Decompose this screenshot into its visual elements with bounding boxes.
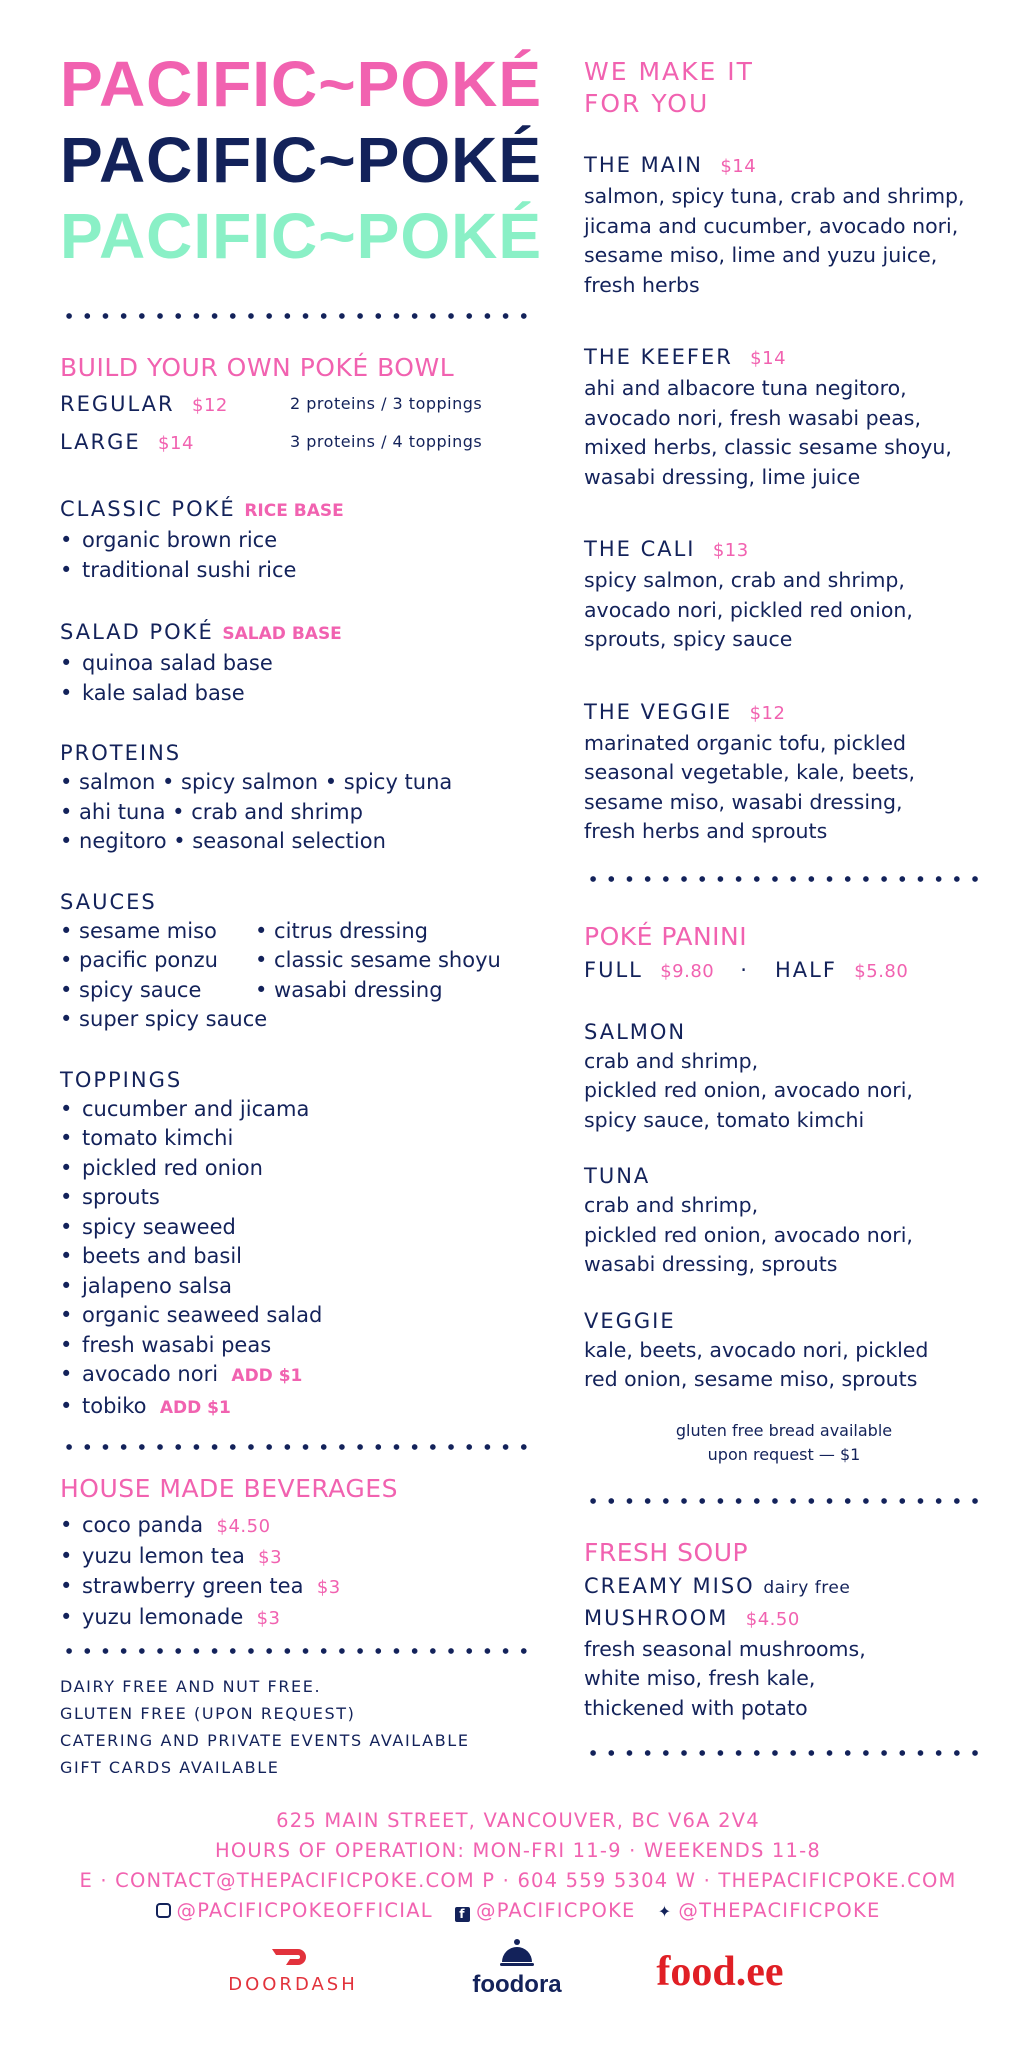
doordash-icon <box>268 1946 318 1968</box>
list-item: • pacific ponzu <box>60 948 218 972</box>
list-item: • spicy sauce <box>60 977 202 1002</box>
proteins-title: PROTEINS <box>60 741 182 765</box>
list-item: • classic sesame shoyu <box>255 948 501 972</box>
gluten-free-note: gluten free bread available upon request — $1 <box>675 1420 893 1464</box>
list-item: • sprouts <box>60 1185 160 1209</box>
salad-title: SALAD POKÉ <box>60 620 214 644</box>
footer <box>0 1806 1036 1927</box>
doordash-logo[interactable]: DOORDASH <box>218 1946 368 1995</box>
proteins-section <box>60 738 530 857</box>
list-item: • negitoro • seasonal selection <box>60 829 386 853</box>
regular-label: REGULAR <box>60 392 175 416</box>
panini-title: POKÉ PANINI <box>584 921 748 951</box>
logo-pink: PACIFIC~POKÉ <box>60 48 542 120</box>
panini-salmon: SALMON crab and shrimp, pickled red onion, avocado nori, spicy sauce, tomato kimchi <box>584 1019 913 1132</box>
instagram-icon <box>156 1903 171 1918</box>
list-item: • yuzu lemonade $3 <box>60 1604 281 1629</box>
logo-block <box>60 46 542 274</box>
list-item: • sesame miso <box>60 918 217 943</box>
dotted-divider <box>60 1443 530 1451</box>
list-item: • yuzu lemon tea $3 <box>60 1543 283 1568</box>
beverages-section <box>60 1473 530 1633</box>
list-item: • traditional sushi rice <box>60 557 297 582</box>
list-item <box>255 1005 530 1035</box>
salad-poke-section <box>60 617 530 708</box>
bowl-the-keefer: THE KEEFER $14 ahi and albacore tuna negitoro, avocado nori, fresh wasabi peas, mixed herbs, classic sesame shoyu, wasabi dressing, lime juice <box>584 345 952 489</box>
size-large <box>60 424 530 462</box>
large-label: LARGE <box>60 430 141 454</box>
hours: HOURS OF OPERATION: MON-FRI 11-9 · WEEKENDS 11-8 <box>215 1839 821 1862</box>
list-item: • quinoa salad base <box>60 651 273 675</box>
info-notes <box>60 1673 530 1781</box>
list-item: • citrus dressing <box>255 918 429 943</box>
signature-title: WE MAKE IT FOR YOU <box>584 57 754 118</box>
list-item: • fresh wasabi peas <box>60 1332 272 1357</box>
note-line: GIFT CARDS AVAILABLE <box>60 1758 280 1777</box>
note-line: GLUTEN FREE (UPON REQUEST) <box>60 1704 356 1723</box>
classic-poke-section <box>60 494 530 585</box>
facebook-icon: f <box>455 1907 470 1922</box>
logo-navy: PACIFIC~POKÉ <box>60 124 542 196</box>
bowl-the-veggie: THE VEGGIE $12 marinated organic tofu, pickled seasonal vegetable, kale, beets, sesame miso, wasabi dressing, fresh herbs and sprouts <box>584 699 916 843</box>
dotted-divider <box>584 875 984 883</box>
panini-tuna: TUNA crab and shrimp, pickled red onion, avocado nori, wasabi dressing, sprouts <box>584 1164 913 1276</box>
partner-logos <box>0 1946 1036 2006</box>
list-item: • cucumber and jicama <box>60 1096 310 1121</box>
panini-sizes: FULL $9.80 · HALF $5.80 <box>584 957 909 982</box>
list-item: • super spicy sauce <box>60 1007 268 1031</box>
sauces-title: SAUCES <box>60 889 157 914</box>
size-regular <box>60 386 530 424</box>
classic-title: CLASSIC POKÉ <box>60 497 236 521</box>
facebook-link[interactable]: @PACIFICPOKE <box>476 1899 636 1922</box>
toppings-title: TOPPINGS <box>60 1067 183 1092</box>
list-item: • coco panda $4.50 <box>60 1513 271 1537</box>
large-price: $14 <box>158 433 194 454</box>
list-item: • avocado nori ADD $1 <box>60 1362 303 1386</box>
contact-line: E · CONTACT@THEPACIFICPOKE.COM P · 604 559 5304 W · THEPACIFICPOKE.COM <box>79 1869 957 1892</box>
dotted-divider <box>584 1497 984 1505</box>
list-item: • organic brown rice <box>60 528 278 552</box>
list-item: • organic seaweed salad <box>60 1303 323 1327</box>
list-item: • salmon • spicy salmon • spicy tuna <box>60 770 453 794</box>
list-item: • jalapeno salsa <box>60 1273 232 1298</box>
note-line: DAIRY FREE AND NUT FREE. <box>60 1677 322 1696</box>
panini-veggie: VEGGIE kale, beets, avocado nori, pickled red onion, sesame miso, sprouts <box>584 1308 929 1391</box>
left-column <box>60 46 542 1781</box>
bowl-the-cali: THE CALI $13 spicy salmon, crab and shrimp, avocado nori, pickled red onion, sprouts, spicy sauce <box>584 537 913 651</box>
foodee-logo[interactable]: food.ee <box>656 1949 784 1995</box>
list-item: • tobiko ADD $1 <box>60 1393 231 1418</box>
twitter-link[interactable]: @THEPACIFICPOKE <box>678 1899 881 1922</box>
soup-section: FRESH SOUP CREAMY MISO dairy free MUSHROOM $4.50 fresh seasonal mushrooms, white miso, fresh kale, thickened with potato <box>584 1537 1004 1724</box>
classic-tag: RICE BASE <box>244 501 344 521</box>
dotted-divider <box>584 1749 984 1757</box>
dotted-divider <box>60 312 530 320</box>
foodora-logo[interactable]: foodora <box>462 1938 572 1998</box>
logo-mint: PACIFIC~POKÉ <box>60 200 542 272</box>
list-item: • tomato kimchi <box>60 1126 234 1150</box>
bowl-the-main: THE MAIN $14 salmon, spicy tuna, crab and shrimp, jicama and cucumber, avocado nori, sesame miso, lime and yuzu juice, fresh herbs <box>584 153 965 297</box>
soup-title: FRESH SOUP <box>584 1537 749 1567</box>
right-column <box>584 56 1004 1757</box>
note-line: CATERING AND PRIVATE EVENTS AVAILABLE <box>60 1731 470 1750</box>
twitter-icon: ✦ <box>657 1902 673 1921</box>
list-item: • ahi tuna • crab and shrimp <box>60 799 363 824</box>
large-desc: 3 proteins / 4 toppings <box>290 432 483 451</box>
toppings-section <box>60 1065 530 1424</box>
instagram-link[interactable]: @PACIFICPOKEOFFICIAL <box>176 1899 433 1922</box>
social-links <box>0 1896 1036 1927</box>
list-item: • pickled red onion <box>60 1155 263 1180</box>
list-item: • strawberry green tea $3 <box>60 1574 341 1598</box>
cloche-icon <box>499 1938 535 1968</box>
beverages-title: HOUSE MADE BEVERAGES <box>60 1474 398 1503</box>
dotted-divider <box>60 1647 530 1655</box>
sauces-section <box>60 887 530 1035</box>
regular-desc: 2 proteins / 3 toppings <box>290 394 483 413</box>
regular-price: $12 <box>192 395 228 416</box>
list-item: • wasabi dressing <box>255 977 443 1002</box>
build-your-own-section <box>60 352 530 462</box>
list-item: • kale salad base <box>60 680 245 705</box>
list-item: • spicy seaweed <box>60 1214 236 1239</box>
build-title: BUILD YOUR OWN POKÉ BOWL <box>60 353 455 382</box>
list-item: • beets and basil <box>60 1244 243 1268</box>
panini-section <box>584 921 1004 1467</box>
salad-tag: SALAD BASE <box>222 624 342 644</box>
address: 625 MAIN STREET, VANCOUVER, BC V6A 2V4 <box>276 1809 760 1832</box>
